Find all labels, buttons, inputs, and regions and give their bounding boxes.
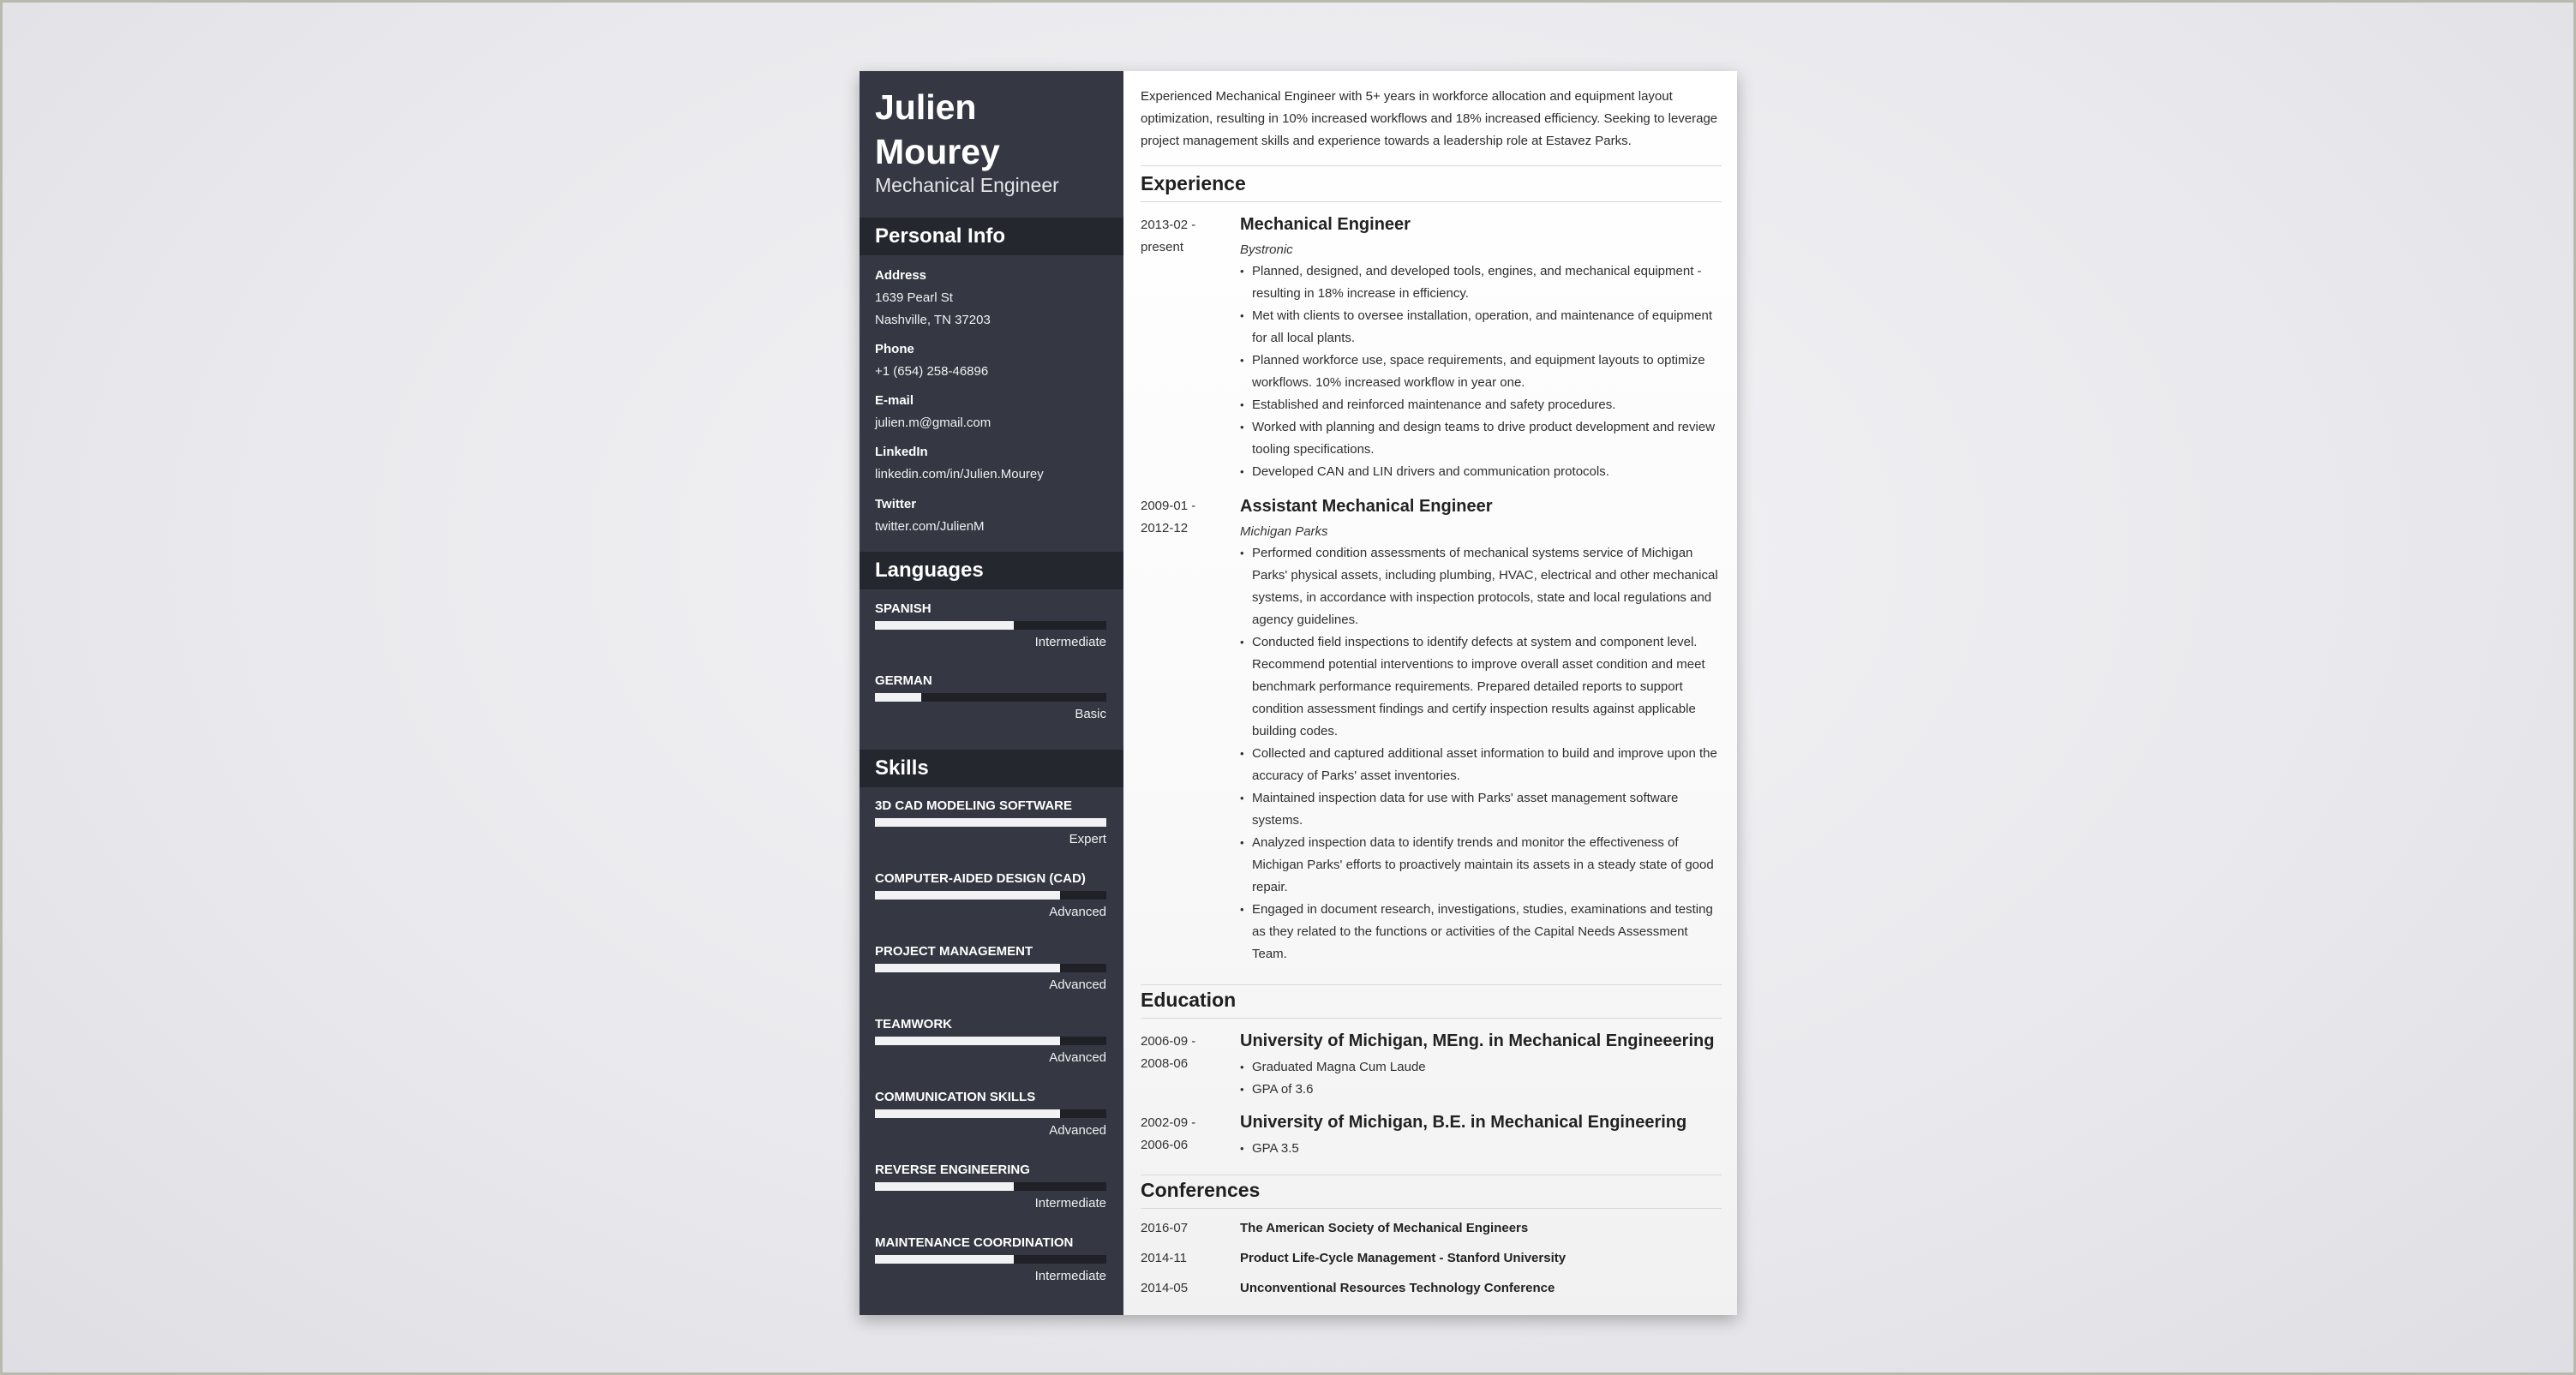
job-date — [1141, 495, 1226, 540]
job-date-end: 2012-12 — [1141, 521, 1189, 535]
education-date — [1141, 1112, 1226, 1157]
job-bullet: • Planned workforce use, space requirements, and equipment layouts to optimize workflows. 10% increased workflow in year one. — [1240, 350, 1725, 394]
experience-heading: Experience — [1141, 172, 1246, 194]
rating-level: Advanced — [1049, 977, 1106, 992]
job-date-start: 2009-01 - — [1141, 499, 1196, 513]
conference-date: 2014-05 — [1141, 1281, 1189, 1295]
rating-label: SPANISH — [875, 601, 932, 616]
conference-name: Unconventional Resources Technology Conference — [1240, 1281, 1555, 1295]
rating-label: COMMUNICATION SKILLS — [875, 1090, 1036, 1104]
rating-level: Advanced — [1049, 905, 1106, 919]
phone-value: +1 (654) 258-46896 — [875, 364, 989, 379]
rating-label: GERMAN — [875, 673, 932, 688]
education-title: University of Michigan, MEng. in Mechanical Engineeering — [1240, 1031, 1715, 1050]
linkedin-value[interactable]: linkedin.com/in/Julien.Mourey — [875, 467, 1044, 481]
rating-level: Expert — [1069, 832, 1106, 846]
linkedin-label: LinkedIn — [875, 445, 928, 459]
rating-level: Intermediate — [1034, 635, 1106, 649]
resume-page — [860, 71, 1737, 1315]
rating-label: PROJECT MANAGEMENT — [875, 944, 1033, 959]
twitter-label: Twitter — [875, 497, 917, 511]
job-bullet: • Performed condition assessments of mechanical systems service of Michigan Parks' physical assets, including plumbing, HVAC, electrical and other mechanical systems, in accordance with inspection protocols, state and local regulations and agency guidelines. — [1240, 542, 1725, 631]
resume-main — [1123, 71, 1737, 1315]
job-bullet: • Met with clients to oversee installation, operation, and maintenance of equipment for all local plants. — [1240, 305, 1725, 350]
candidate-name — [875, 85, 1106, 174]
summary-divider — [1141, 165, 1722, 166]
rating-bar-fill — [875, 1182, 1014, 1191]
job-bullet: • Conducted field inspections to identify defects at system and component level. Recommend potential interventions to improve overall asset condition and meet benchmark performance requirements. Prepared detailed reports to support condition assessment findings and certify inspection results against applicable building codes. — [1240, 631, 1725, 743]
job-bullet: • Engaged in document research, investigations, studies, examinations and testing as they related to the functions or activities of the Capital Needs Assessment Team. — [1240, 899, 1725, 965]
job-company: Michigan Parks — [1240, 524, 1328, 539]
rating-bar-fill — [875, 1255, 1014, 1264]
education-bullet: • GPA of 3.6 — [1240, 1079, 1725, 1101]
personal-info-heading: Personal Info — [860, 218, 1123, 255]
rating-level: Advanced — [1049, 1050, 1106, 1065]
rating-bar-fill — [875, 1109, 1060, 1118]
address-line2: Nashville, TN 37203 — [875, 313, 991, 327]
job-company: Bystronic — [1240, 242, 1293, 257]
education-date-end: 2006-06 — [1141, 1138, 1189, 1152]
rating-bar — [875, 1182, 1106, 1191]
education-date-start: 2006-09 - — [1141, 1034, 1196, 1049]
rating-bar — [875, 1109, 1106, 1118]
education-bullets — [1240, 1138, 1725, 1160]
rating-bar — [875, 891, 1106, 900]
candidate-first-name: Julien — [875, 87, 977, 127]
address-line1: 1639 Pearl St — [875, 290, 953, 305]
education-divider — [1141, 1018, 1722, 1019]
education-top-divider — [1141, 984, 1722, 985]
rating-level: Intermediate — [1034, 1196, 1106, 1211]
rating-bar — [875, 621, 1106, 630]
job-bullet: • Analyzed inspection data to identify trends and monitor the effectiveness of Michigan Parks' efforts to proactively maintain its assets in a steady state of good repair. — [1240, 832, 1725, 899]
job-bullet: • Planned, designed, and developed tools, engines, and mechanical equipment - resulting in 18% increase in efficiency. — [1240, 260, 1725, 305]
rating-bar — [875, 964, 1106, 972]
rating-level: Advanced — [1049, 1123, 1106, 1138]
twitter-value[interactable]: twitter.com/JulienM — [875, 519, 985, 534]
rating-bar-fill — [875, 891, 1060, 900]
education-bullet: • Graduated Magna Cum Laude — [1240, 1056, 1725, 1079]
rating-level: Intermediate — [1034, 1269, 1106, 1283]
candidate-title: Mechanical Engineer — [875, 174, 1059, 196]
rating-bar-fill — [875, 1037, 1060, 1045]
education-title: University of Michigan, B.E. in Mechanical Engineering — [1240, 1113, 1687, 1132]
rating-bar-fill — [875, 818, 1106, 827]
conference-name: Product Life-Cycle Management - Stanford University — [1240, 1251, 1567, 1265]
job-bullet: • Worked with planning and design teams to drive product development and review tooling specifications. — [1240, 416, 1725, 461]
education-heading: Education — [1141, 989, 1237, 1011]
job-bullet: • Maintained inspection data for use with Parks' asset management software systems. — [1240, 787, 1725, 832]
job-bullet: • Collected and captured additional asset information to build and improve upon the accuracy of Parks' asset inventories. — [1240, 743, 1725, 787]
education-bullet: • GPA 3.5 — [1240, 1138, 1725, 1160]
email-value[interactable]: julien.m@gmail.com — [875, 415, 991, 430]
conferences-heading: Conferences — [1141, 1179, 1261, 1201]
education-bullets — [1240, 1056, 1725, 1101]
email-label: E-mail — [875, 393, 914, 408]
resume-sidebar — [860, 71, 1123, 1315]
skills-heading: Skills — [860, 750, 1123, 787]
rating-bar — [875, 1037, 1106, 1045]
phone-label: Phone — [875, 342, 914, 356]
education-date-start: 2002-09 - — [1141, 1115, 1196, 1130]
conference-name: The American Society of Mechanical Engineers — [1240, 1221, 1529, 1235]
rating-bar-fill — [875, 693, 921, 702]
address-label: Address — [875, 268, 927, 283]
job-title: Mechanical Engineer — [1240, 215, 1411, 234]
rating-label: 3D CAD MODELING SOFTWARE — [875, 798, 1073, 813]
rating-bar — [875, 818, 1106, 827]
rating-label: MAINTENANCE COORDINATION — [875, 1235, 1074, 1250]
education-date-end: 2008-06 — [1141, 1056, 1189, 1071]
job-title: Assistant Mechanical Engineer — [1240, 497, 1493, 516]
rating-bar-fill — [875, 964, 1060, 972]
rating-bar-fill — [875, 621, 1014, 630]
job-date-start: 2013-02 - — [1141, 218, 1196, 232]
rating-bar — [875, 693, 1106, 702]
job-bullets — [1240, 260, 1725, 483]
rating-label: REVERSE ENGINEERING — [875, 1163, 1030, 1177]
job-date-end: present — [1141, 240, 1184, 254]
job-date — [1141, 214, 1226, 259]
job-bullet: • Established and reinforced maintenance and safety procedures. — [1240, 394, 1725, 416]
experience-divider — [1141, 201, 1722, 202]
rating-label: TEAMWORK — [875, 1017, 952, 1031]
conference-date: 2016-07 — [1141, 1221, 1189, 1235]
rating-label: COMPUTER-AIDED DESIGN (CAD) — [875, 871, 1086, 886]
candidate-last-name: Mourey — [875, 132, 1000, 171]
job-bullet: • Developed CAN and LIN drivers and communication protocols. — [1240, 461, 1725, 483]
summary-text: Experienced Mechanical Engineer with 5+ years in workforce allocation and equipment layout optimization, resulting in 10% increased workflows and 18% increased efficiency. Seeking to leverage project management skills and experience towards a leadership role at Estavez Parks. — [1141, 89, 1718, 148]
job-bullets — [1240, 542, 1725, 965]
rating-bar — [875, 1255, 1106, 1264]
conferences-divider — [1141, 1208, 1722, 1209]
rating-level: Basic — [1075, 707, 1106, 721]
conference-date: 2014-11 — [1141, 1251, 1187, 1265]
education-date — [1141, 1031, 1226, 1075]
languages-heading: Languages — [860, 552, 1123, 589]
